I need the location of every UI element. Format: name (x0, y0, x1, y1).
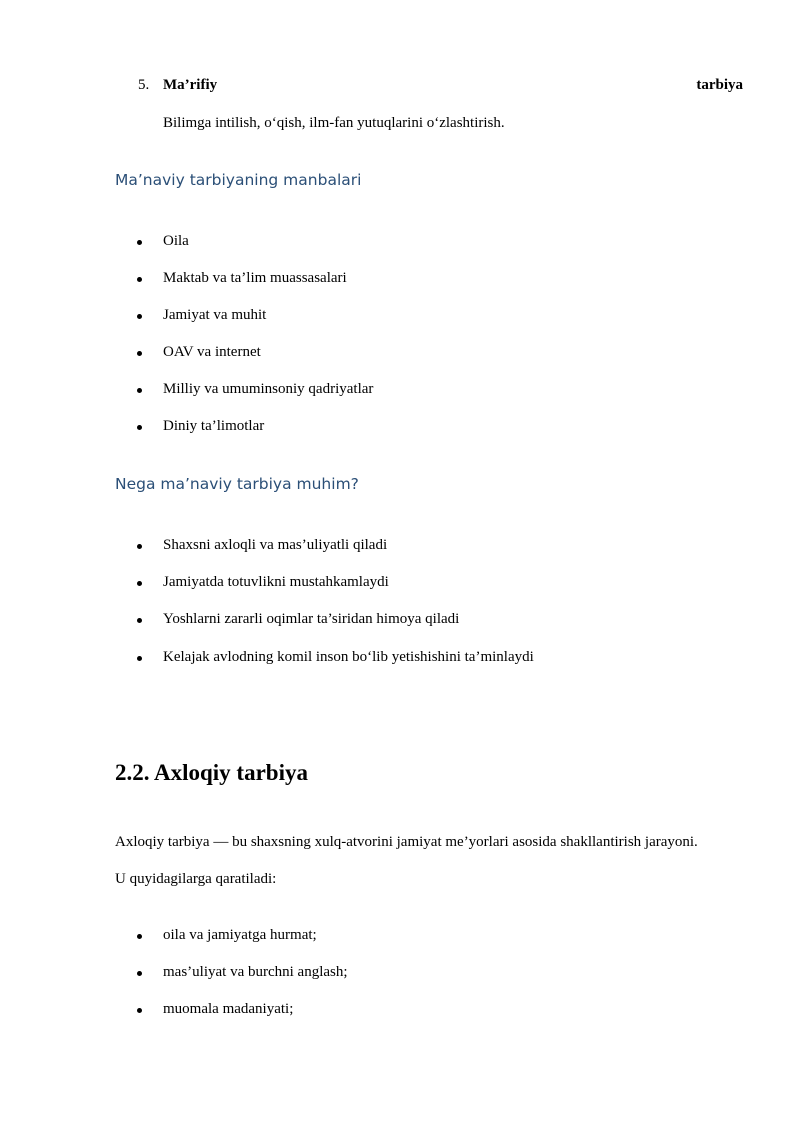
list-item (0, 574, 800, 596)
list-item (0, 307, 800, 329)
list-item-text: Maktab va ta’lim muassasalari (163, 270, 347, 286)
list-item (0, 270, 800, 292)
list-number: 5. (138, 77, 150, 93)
list-item (0, 233, 800, 255)
bullet-icon (137, 656, 142, 661)
sources-heading: Ma’naviy tarbiyaning manbalari (115, 171, 362, 189)
list-item-text: Yoshlarni zararli oqimlar ta’siridan himoya qiladi (163, 611, 460, 627)
list-item (0, 381, 800, 403)
list-item (0, 927, 800, 949)
list-item (0, 537, 800, 559)
list-item (0, 964, 800, 986)
paragraph-line: Axloqiy tarbiya — bu shaxsning xulq-atvorini jamiyat me’yorlari asosida shakllantirish jarayoni. (115, 834, 698, 850)
bullet-icon (137, 277, 142, 282)
list-item (0, 649, 800, 671)
bullet-icon (137, 314, 142, 319)
bullet-icon (137, 425, 142, 430)
list-item-text: OAV va internet (163, 344, 261, 360)
paragraph-line: U quyidagilarga qaratiladi: (115, 871, 277, 887)
list-item-text: Oila (163, 233, 189, 249)
list-item-text: Diniy ta’limotlar (163, 418, 265, 434)
section-heading: 2.2. Axloqiy tarbiya (115, 760, 308, 785)
importance-heading: Nega ma’naviy tarbiya muhim? (115, 475, 359, 493)
list-item-text: Kelajak avlodning komil inson bo‘lib yetishishini ta’minlaydi (163, 649, 534, 665)
bullet-icon (137, 240, 142, 245)
bullet-icon (137, 934, 142, 939)
list-item-text: Shaxsni axloqli va mas’uliyatli qiladi (163, 537, 388, 553)
bullet-icon (137, 388, 142, 393)
item-title-left: Ma’rifiy (163, 77, 218, 93)
bullet-icon (137, 971, 142, 976)
list-item-text: Milliy va umuminsoniy qadriyatlar (163, 381, 374, 397)
list-item-text: mas’uliyat va burchni anglash; (163, 964, 348, 980)
list-item (0, 1001, 800, 1023)
list-item-text: oila va jamiyatga hurmat; (163, 927, 317, 943)
list-item-text: Jamiyat va muhit (163, 307, 267, 323)
list-item-text: muomala madaniyati; (163, 1001, 294, 1017)
bullet-icon (137, 1008, 142, 1013)
bullet-icon (137, 581, 142, 586)
item-title-right: tarbiya (696, 77, 743, 93)
list-item (0, 611, 800, 633)
list-item-text: Jamiyatda totuvlikni mustahkamlaydi (163, 574, 389, 590)
list-item (0, 418, 800, 440)
bullet-icon (137, 351, 142, 356)
bullet-icon (137, 618, 142, 623)
item-description: Bilimga intilish, o‘qish, ilm-fan yutuqlarini o‘zlashtirish. (163, 115, 505, 131)
list-item (0, 344, 800, 366)
bullet-icon (137, 544, 142, 549)
